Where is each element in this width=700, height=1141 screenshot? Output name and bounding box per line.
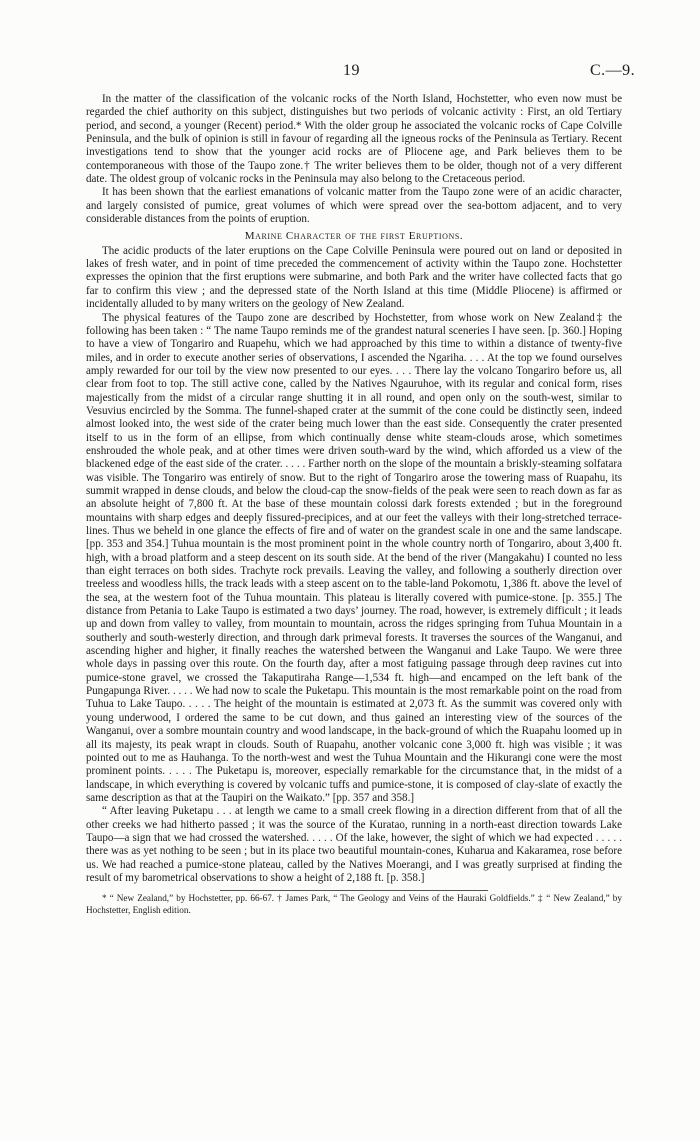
article-body xyxy=(86,93,622,916)
page-number: 19 xyxy=(343,62,360,79)
paragraph-earliest-emanations: It has been shown that the earliest emanations of volcanic matter from the Taupo zone were of an acidic character, and largely consisted of pumice, great volumes of which were spread over the sea-bottom adjacent, and to very considerable distances from the points of eruption. xyxy=(86,186,622,226)
paragraph-acidic-products: The acidic products of the later eruptions on the Cape Colville Peninsula were poured out on land or deposited in lakes of fresh water, and in point of time preceded the commencement of activity within the Taupo zone. Hochstetter expresses the opinion that the first eruptions were submarine, and both Park and the writer have collected facts that go far to confirm this view ; and the depressed state of the North Island at this time (Middle Pliocene) is affirmed or incidentally alluded to by many writers on the geology of New Zealand. xyxy=(86,244,622,311)
paragraph-classification: In the matter of the classification of the volcanic rocks of the North Island, Hochstetter, who even now must be regarded the chief authority on this subject, distinguishes but two periods of volcanic activity : First, an old Tertiary period, and second, a younger (Recent) period.* With the older group he associated the volcanic rocks of Cape Colville Peninsula, and the bulk of opinion is still in favour of regarding all the igneous rocks of the Peninsula as Tertiary. Recent investigations tend to show that the younger acid rocks are of Pliocene age, and Park believes them to be contemporaneous with those of the Taupo zone.† The writer believes them to be older, though not of a very different date. The oldest group of volcanic rocks in the Peninsula may also belong to the Cretaceous period. xyxy=(86,93,622,186)
paper-id: C.—9. xyxy=(590,62,636,79)
paragraph-after-puketapu: “ After leaving Puketapu . . . at length we came to a small creek flowing in a direction different from that of all the other creeks we had hitherto passed ; it was the source of the Kuratao, running in a north-east direction towards Lake Taupo—a sign that we had crossed the watershed. . . . . Of the lake, however, the sight of which we had expected . . . . . there was as yet nothing to be seen ; but in its place two beautiful mountain-cones, Kuharua and Kakaramea, rose before us. We had reached a pumice-stone plateau, called by the Natives Moerangi, and I was greatly surprised at finding the result of my barometrical observations to show a height of 2,188 ft. [p. 358.] xyxy=(86,805,622,884)
section-heading: Marine Character of the first Eruptions. xyxy=(244,230,464,243)
footnote-divider xyxy=(220,890,488,891)
paragraph-physical-features: The physical features of the Taupo zone are described by Hochstetter, from whose work on New Zealand‡ the following has been taken : “ The name Taupo reminds me of the grandest natural sceneries I have seen. [p. 360.] Hoping to have a view of Tongariro and Ruapehu, which we had approached by this time to within a distance of twenty-five miles, and in order to execute another series of observations, I ascended the Ngariha. . . . At the top we found ourselves amply rewarded for our toil by the view now presented to our eyes. . . . There lay the volcano Tongariro before us, all clear from foot to top. The still active cone, called by the Natives Ngauruhoe, with its regular and conical form, rises majestically from the midst of a circular range shutting it in all round, and open only on the south-west, similar to Vesuvius encircled by the Somma. The funnel-shaped crater at the summit of the cone could be distinctly seen, indeed almost looked into, the west side of the crater being much lower than the east side. Consequently the crater presented itself to us in the form of an ellipse, from which continually dense white steam-clouds arose, which sometimes enshrouded the whole peak, and at other times were driven south-ward by the wind, which afforded us a view of the blackened edge of the east side of the crater. . . . . Farther north on the slope of the mountain a briskly-steaming solfatara was visible. The Tongariro was entirely of snow. But to the right of Tongariro arose the towering mass of Ruapahu, its summit wrapped in dense clouds, and below the cloud-cap the snow-fields of the peak were seen to reach down as far as an absolute height of 7,800 ft. At the base of these mountain colossi dark forests extended ; but in the foreground mountains with sharp edges and deeply fissured-precipices, and at our feet the valleys with their long-stretched terrace-lines. Thus we beheld in one glance the effects of fire and of water on the grandest scale in one and the same landscape. [pp. 353 and 354.] Tuhua mountain is the most prominent point in the whole country north of Tongariro, about 3,400 ft. high, with a broad platform and a steep descent on its south side. At the bend of the river (Mangakahu) I counted no less than eight terraces on both sides. Trachyte rock prevails. Leaving the valley, and following a southerly direction over treeless and woodless hills, the track leads with a steep ascent on to the table-land Pokomotu, 1,386 ft. above the level of the sea, at the western foot of the Tuhua mountain. This plateau is literally covered with pumice-stone. [p. 355.] The distance from Petania to Lake Taupo is estimated a two days’ journey. The road, however, is extremely difficult ; it leads up and down from valley to valley, from mountain to mountain, across the ridges springing from Tuhua Mountain in a southerly and south-westerly direction, and through dark primeval forests. It traverses the sources of the Wanganui, and ascending higher and higher, it finally reaches the watershed between the Wanganui and Lake Taupo. We were three whole days in passing over this route. On the fourth day, after a most fatiguing passage through deep ravines cut into pumice-stone gravel, we crossed the Takaputiraha Range—1,534 ft. high—and encamped on the left bank of the Pungapunga River. . . . . We had now to scale the Puketapu. This mountain is the most remarkable point on the road from Tuhua to Lake Taupo. . . . . The height of the mountain is estimated at 2,073 ft. As the summit was covered only with young underwood, I ordered the same to be cut down, and thus gained an interesting view of the sources of the Wanganui, over a sombre mountain country and wood landscape, in the back-ground of which the Ruapahu loomed up in all its majesty, its peak wrapt in clouds. South of Ruapahu, another volcanic cone 3,000 ft. high was visible ; it was pointed out to me as Hauhanga. To the north-west and west the Tuhua Mountain and the Hikurangi cone were the most prominent points. . . . . The Puketapu is, moreover, especially remarkable for the circumstance that, in the midst of a landscape, in which everything is covered by volcanic tuffs and pumice-stone, it is composed of clay-slate of exactly the same description as that at the Taupiri on the Waikato.” [pp. 357 and 358.] xyxy=(86,311,622,804)
footnotes: * “ New Zealand,” by Hochstetter, pp. 66-67. † James Park, “ The Geology and Veins of the Hauraki Goldfields.” ‡ “ New Zealand,” by Hochstetter, English edition. xyxy=(86,893,622,915)
